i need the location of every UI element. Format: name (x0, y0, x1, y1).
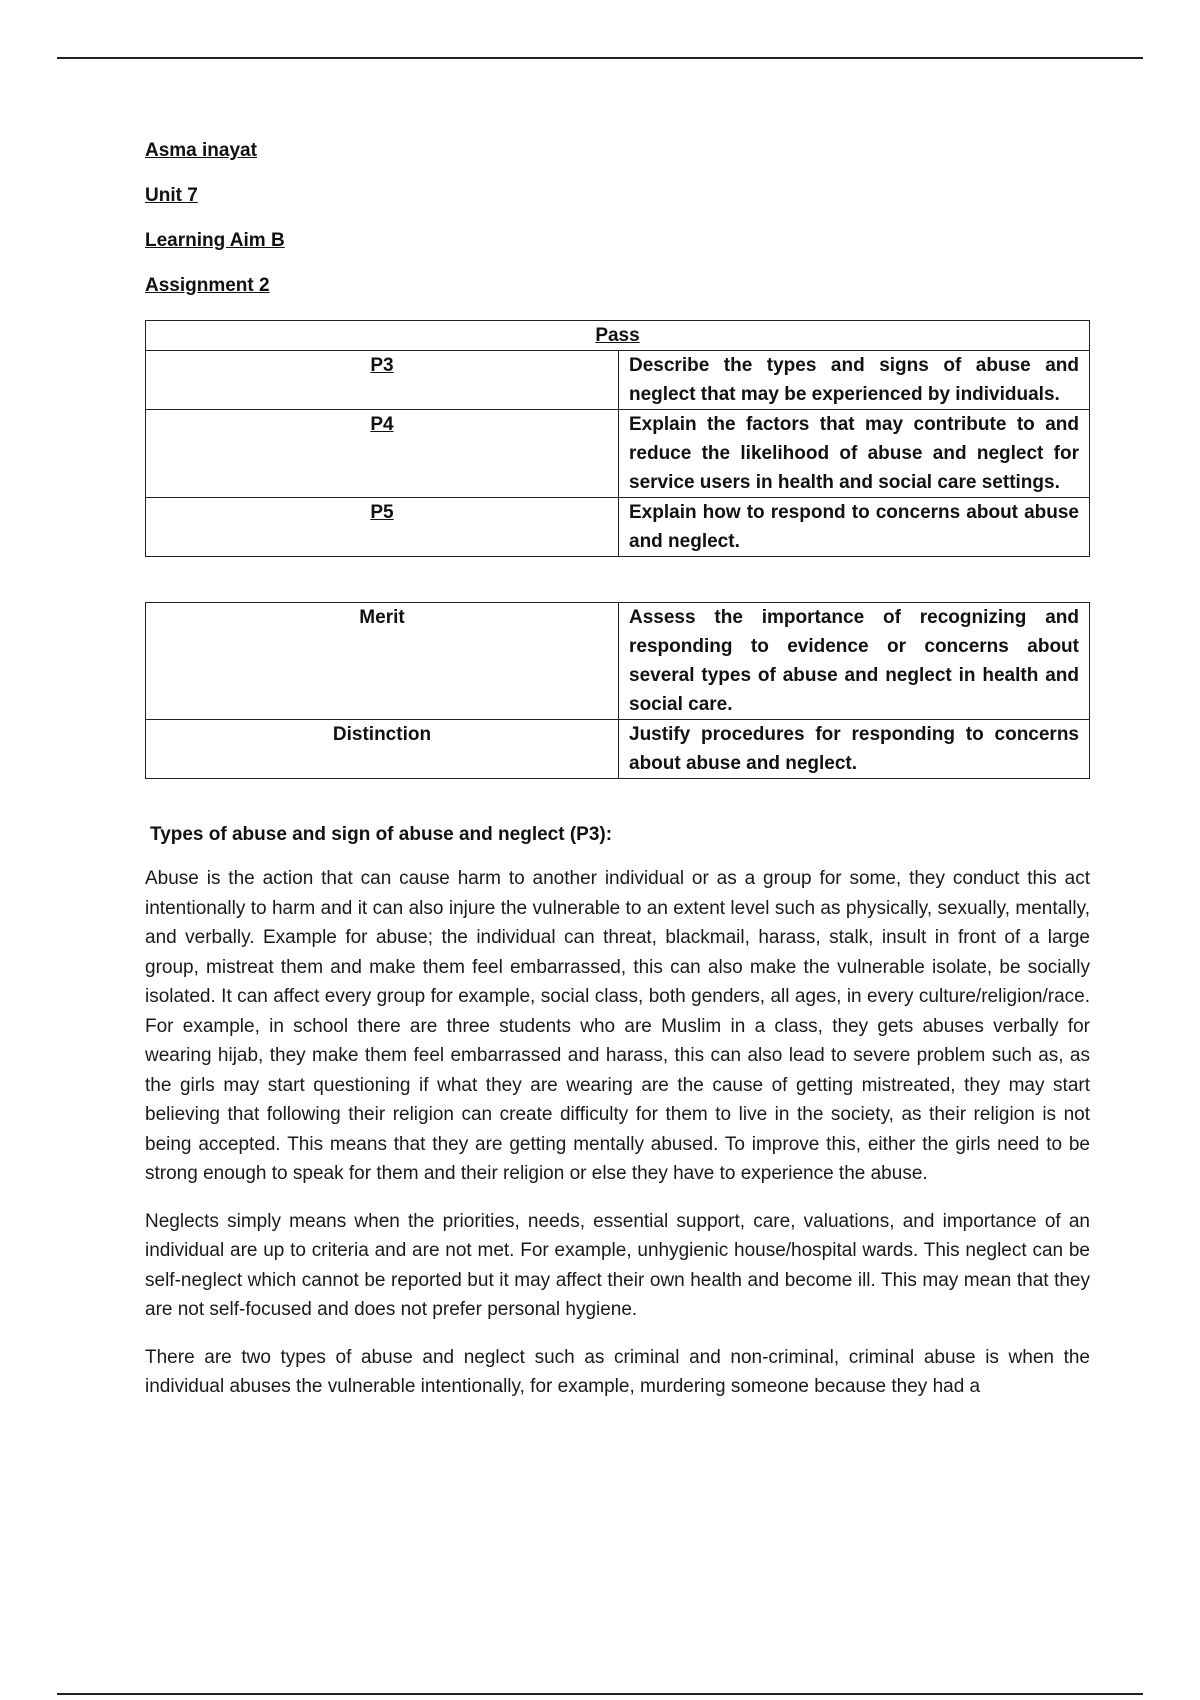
table-row (146, 410, 1090, 498)
criterion-description: Explain the factors that may contribute to and reduce the likelihood of abuse and neglect for service users in health and social care settings. (619, 410, 1090, 498)
criterion-code: P5 (146, 498, 619, 557)
criterion-description: Explain how to respond to concerns about abuse and neglect. (619, 498, 1090, 557)
table-row (146, 720, 1090, 779)
learning-aim-label: Learning Aim B (145, 230, 285, 251)
page-bottom-rule (57, 1693, 1143, 1695)
unit-label: Unit 7 (145, 185, 198, 206)
section-heading: Types of abuse and sign of abuse and neglect (P3): (150, 824, 613, 845)
body-paragraph: There are two types of abuse and neglect such as criminal and non-criminal, criminal abuse is when the individual abuses the vulnerable intentionally, for example, murdering someone because they had a (145, 1346, 1090, 1397)
criterion-code: Merit (146, 603, 619, 720)
criterion-code: Distinction (146, 720, 619, 779)
criterion-description: Assess the importance of recognizing and responding to evidence or concerns about several types of abuse and neglect in health and social care. (619, 603, 1090, 720)
body-paragraph: Neglects simply means when the priorities, needs, essential support, care, valuations, and importance of an individual are up to criteria and are not met. For example, unhygienic house/hospital wards. This neglect can be self-neglect which cannot be reported but it may affect their own health and become ill. This may mean that they are not self-focused and does not prefer personal hygiene. (145, 1210, 1090, 1320)
table-row (146, 498, 1090, 557)
pass-heading: Pass (146, 321, 1090, 351)
criterion-code: P4 (146, 410, 619, 498)
pass-criteria-table (145, 320, 1090, 557)
criterion-description: Describe the types and signs of abuse and neglect that may be experienced by individuals. (619, 351, 1090, 410)
body-paragraph: Abuse is the action that can cause harm to another individual or as a group for some, they conduct this act intentionally to harm and it can also injure the vulnerable to an extent level such as physically, sexually, mentally, and verbally. Example for abuse; the individual can threat, blackmail, harass, stalk, insult in front of a large group, mistreat them and make them feel embarrassed, this can also make the vulnerable isolate, be socially isolated. It can affect every group for example, social class, both genders, all ages, in every culture/religion/race. For example, in school there are three students who are Muslim in a class, they gets abuses verbally for wearing hijab, they make them feel embarrassed and harass, this can also lead to severe problem such as, as the girls may start questioning if what they are wearing are the cause of getting mistreated, they may start believing that following their religion can create difficulty for them to live in the society, as their religion is not being accepted. This means that they are getting mentally abused. To improve this, either the girls need to be strong enough to speak for them and their religion or else they have to experience the abuse. (145, 868, 1090, 1184)
criterion-code: P3 (146, 351, 619, 410)
student-name: Asma inayat (145, 140, 257, 161)
document-body (145, 140, 1090, 1402)
page-top-rule (57, 57, 1143, 59)
merit-distinction-table (145, 602, 1090, 779)
table-row (146, 321, 1090, 351)
assignment-label: Assignment 2 (145, 275, 270, 296)
criterion-description: Justify procedures for responding to concerns about abuse and neglect. (619, 720, 1090, 779)
table-row (146, 603, 1090, 720)
table-row (146, 351, 1090, 410)
